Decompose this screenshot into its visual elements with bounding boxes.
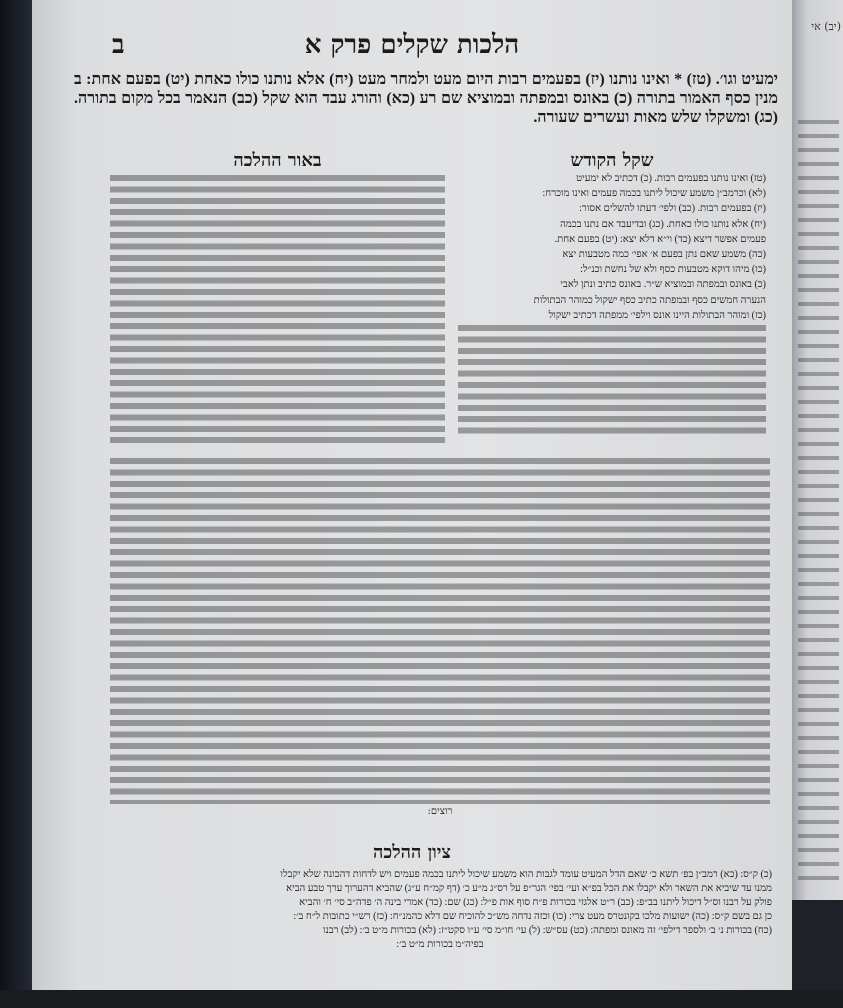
text-line: הנערה חמשים כסף ובמפתה כתיב כסף ישקול כמוהר הבתולות [533,294,766,306]
biur-halacha-column [110,150,445,447]
biur-halacha-continuation [110,458,770,804]
text-line: פולק על רבנו וס״ל דיכול ליתנו בב״פ: (כב) ר״ט אלגזי בכורות פ״ח סוף אות פ״ל: (כג) שם: (כד) אמרי בינה ה׳ פדה״ב סי׳ ח׳ והביא [299,897,772,908]
column-heading: שקל הקודש [570,150,654,171]
column-text [458,171,766,323]
next-page-edge [792,0,843,900]
section-heading: ציון ההלכה [373,842,451,863]
text-line: (כח) בכורות נ׳ ב׳ ולספר דילפי׳ זה מאונס ומפתה: (כט) עס״ש: (ל) עי׳ חו״מ סי׳ ע״ו סקט״ז: (לא) בכורות מ״ט ב׳: (לב) רבנו [322,925,772,936]
book-spine [0,0,32,1008]
book-page [32,0,792,990]
text-line: (כ) ק״ס: (כא) רמב״ן בפ׳ תשא כ׳ שאם הדל המעיט עומד לגבות הוא משמע שיכול ליתנו בכמה פעמים ויש לדחות דהכונה שלא יקבלו [280,869,772,880]
dense-text-block [110,175,445,447]
dense-text-block [798,120,839,880]
page-title: הלכות שקלים פרק א [304,30,520,60]
text-line: (כ) באונס ובמפתה ובמוציא ש״ר. באונס כתיב ונתן לאבי [560,279,766,291]
text-line: (לא) וכרמב״ן משמע שיכול ליתנו בכמה פעמים ואינו מוכרח: [542,188,766,200]
column-heading: באור ההלכה [233,150,322,171]
table-surface [0,990,843,1008]
text-line: בפיה״מ בכורות מ״ט ב׳: [396,939,484,950]
text-line: (כה) משמע שאם נתן בפעם א׳ אפי׳ כמה מטבעות יצא [562,249,766,261]
main-halacha-text: ימעיט וגו׳. (טז) * ואינו נותנו (יז) בפעמים רבות היום מעט ולמחר מעט (יח) אלא נותנו כולו כאחת (יט) בפעם אחת: ב מנין כסף האמור בתורה (כ) באונס ובמפתה ובמוציא שם רע (כא) והורג עבד הוא שקל (כב) הנאמר בכל מקום בתורה. (כג) ומשקלו שלש מאות ועשרים שעורה. [74,71,778,126]
text-line: פעמים אפשר דיצא (כד) וי״א דלא יצא: (יט) בפעם אחת. [554,233,766,245]
zion-halacha-text [108,868,772,952]
text-line: (יח) אלא נותנו כולו כאחת. (כג) ובדיעבד אם נתנו בכמה [560,218,766,230]
text-line: כן גם בשם ק״ס: (כה) ישועות מלכו בקונטרס מעט צרי: (כו) וכזה נדחה מש״כ להוכיח שם דלא כהמנ״ח: (כז) רש״י כתובות ל״ח ב׳: [293,911,772,922]
text-line: ממנו עד שיביא את השאר ולא יקבלו את הכל בפ״א ועי׳ בפי׳ הגר״פ על רס״ג מ״ע כ׳ (דף קמ״ח ע״ג) שהביא דהערוך ערך טבע הביא [286,883,772,894]
shekel-hakodesh-column [458,150,766,435]
text-line: (כז) ומוהר הבתולות היינו אונס וילפי׳ ממפתה דכתיב ישקול [548,309,766,321]
text-line: (טז) ואינו נותנו בפעמים רבות. (כ) דכתיב לא ימעיט [576,173,766,184]
text-line: (יז) בפעמים רבות. (כב) ולפי׳ דעתו להשלים אסור: [579,203,766,215]
page-number-letter: ב [112,30,125,60]
text-line: (כו) מיהו דוקא מטבעות כסף ולא של נחשת וכנ״ל: [580,264,766,276]
text-line: רוצים: [427,806,453,817]
dense-text-block [458,325,766,435]
next-page-fragment: (יב) אי [811,20,841,33]
